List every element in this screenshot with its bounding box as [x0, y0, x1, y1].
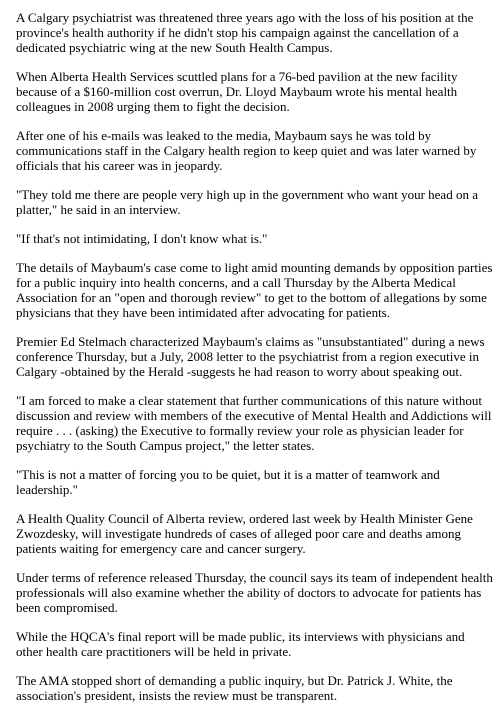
paragraph-public-inquiry-demands: The details of Maybaum's case come to light amid mounting demands by opposition parties for a public inquiry into health concerns, and a call Thursday by the Alberta Medical Association for an "open and thorough review" to get to the bottom of allegations by some physicians that they have been intimidated after advocating for patients. [16, 260, 493, 320]
article-body [16, 10, 494, 717]
paragraph-letter-quote: "I am forced to make a clear statement that further communications of this nature without discussion and review with members of the executive of Mental Health and Addictions will require . . . (asking) the Executive to formally review your role as physician leader for psychiatry to the South Campus project," the letter states. [16, 393, 492, 453]
paragraph-head-on-platter-quote: "They told me there are people very high up in the government who want your head on a platter," he said in an interview. [16, 187, 478, 217]
paragraph-hqca-review: A Health Quality Council of Alberta review, ordered last week by Health Minister Gene Zwozdesky, will investigate hundreds of cases of alleged poor care and deaths among patients waiting for emergency care and cancer surgery. [16, 511, 473, 556]
paragraph-final-report: While the HQCA's final report will be made public, its interviews with physicians and other health care practitioners will be held in private. [16, 629, 465, 659]
paragraph-ama-position: The AMA stopped short of demanding a public inquiry, but Dr. Patrick J. White, the association's president, insists the review must be transparent. [16, 673, 453, 703]
paragraph-intimidating-quote: "If that's not intimidating, I don't know what is." [16, 231, 268, 246]
paragraph-pavilion-scuttled: When Alberta Health Services scuttled plans for a 76-bed pavilion at the new facility because of a $160-million cost overrun, Dr. Lloyd Maybaum wrote his mental health colleagues in 2008 urging them to fight the decision. [16, 69, 458, 114]
paragraph-teamwork-quote: "This is not a matter of forcing you to be quiet, but it is a matter of teamwork and leadership." [16, 467, 440, 497]
paragraph-email-leaked: After one of his e-mails was leaked to the media, Maybaum says he was told by communications staff in the Calgary health region to keep quiet and was later warned by officials that his career was in jeopardy. [16, 128, 477, 173]
paragraph-terms-of-reference: Under terms of reference released Thursday, the council says its team of independent health professionals will also examine whether the ability of doctors to advocate for patients has been compromised. [16, 570, 493, 615]
paragraph-premier-response: Premier Ed Stelmach characterized Maybaum's claims as "unsubstantiated" during a news conference Thursday, but a July, 2008 letter to the psychiatrist from a region executive in Calgary -obtained by the Herald -suggests he had reason to worry about speaking out. [16, 334, 485, 379]
paragraph-psychiatrist-threatened: A Calgary psychiatrist was threatened three years ago with the loss of his position at the province's health authority if he didn't stop his campaign against the cancellation of a dedicated psychiatric wing at the new South Health Campus. [16, 10, 474, 55]
